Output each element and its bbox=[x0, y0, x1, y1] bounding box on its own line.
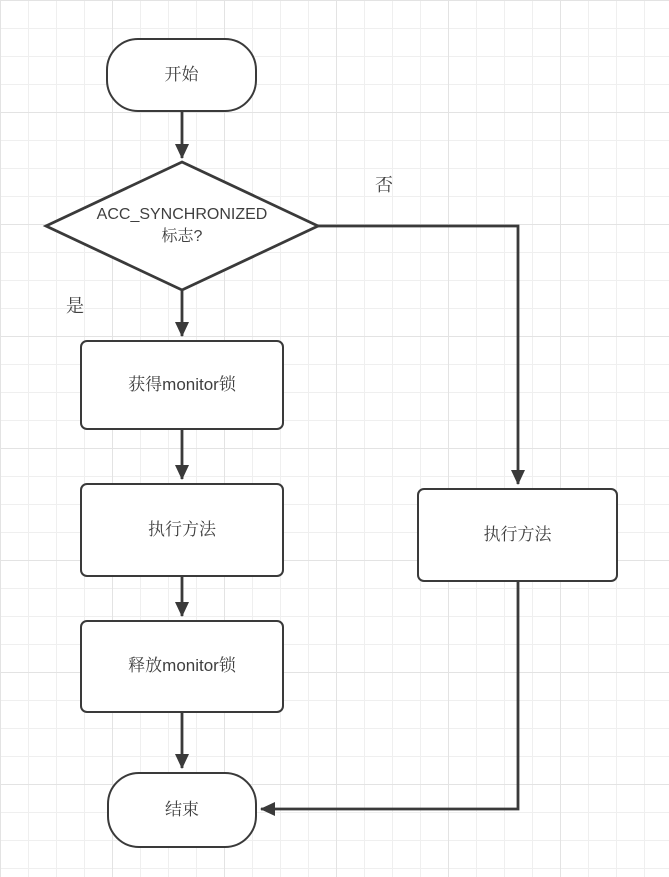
decision-diamond-shape[interactable] bbox=[46, 162, 318, 290]
node-release-lock[interactable] bbox=[80, 620, 284, 713]
edge-decision-no-to-execute-method-right[interactable] bbox=[318, 226, 518, 484]
node-decision-label-line1: ACC_SYNCHRONIZED bbox=[96, 206, 268, 224]
node-execute-method-right[interactable] bbox=[417, 488, 618, 582]
node-start[interactable] bbox=[106, 38, 257, 112]
node-execute-method-left-label: 执行方法 bbox=[148, 519, 216, 539]
node-decision-label-line2: 标志? bbox=[161, 228, 203, 245]
edge-label-yes: 是 bbox=[66, 296, 84, 316]
node-start-label: 开始 bbox=[164, 64, 199, 84]
node-acquire-lock[interactable] bbox=[80, 340, 284, 430]
node-acquire-lock-label: 获得monitor锁 bbox=[128, 374, 236, 394]
node-end[interactable] bbox=[107, 772, 257, 848]
node-end-label: 结束 bbox=[165, 799, 199, 819]
node-execute-method-left[interactable] bbox=[80, 483, 284, 577]
edge-execute-method-right-to-end[interactable] bbox=[261, 582, 518, 809]
node-execute-method-right-label: 执行方法 bbox=[483, 524, 552, 544]
edge-label-no: 否 bbox=[375, 175, 393, 195]
node-release-lock-label: 释放monitor锁 bbox=[128, 656, 236, 676]
